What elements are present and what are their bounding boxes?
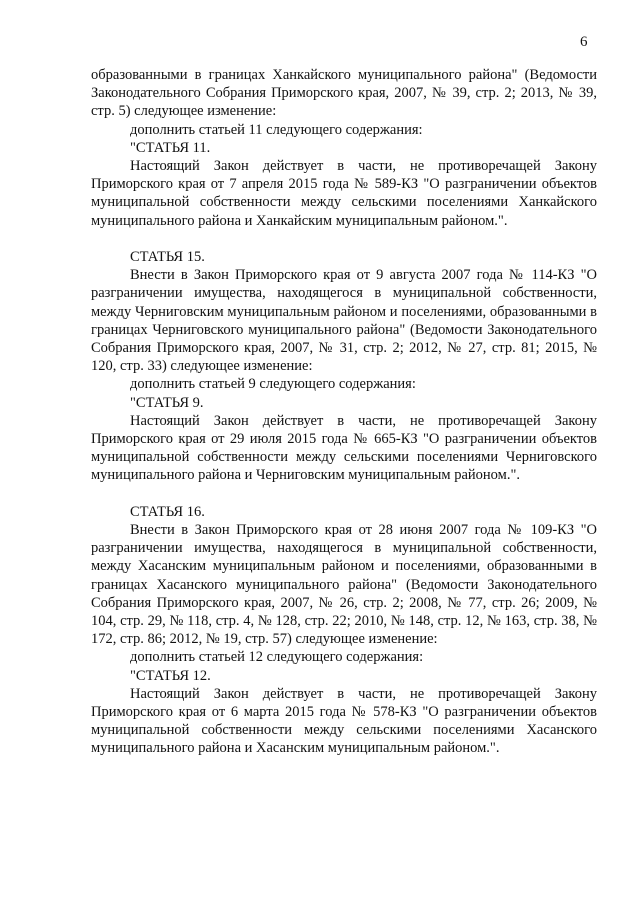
article-heading: СТАТЬЯ 15. (130, 249, 205, 266)
paragraph-amendment-instruction: дополнить статьей 11 следующего содержания: (130, 121, 423, 138)
page-number: 6 (580, 34, 588, 50)
article-text: Настоящий Закон действует в части, не противоречащей Закону Приморского края от 7 апреля 2015 года № 589-КЗ "О разграничении объектов муниципальной собственности между сельскими поселениями Ханкайского муниципального района и Ханкайским муниципальным районом.". (91, 158, 597, 229)
article-heading: СТАТЬЯ 16. (130, 503, 205, 520)
document-body (91, 66, 597, 758)
article-text: Внести в Закон Приморского края от 28 июня 2007 года № 109-КЗ "О разграничении имущества, находящегося в муниципальной собственности, между Хасанским муниципальным районом и поселениями, образованными в границах Хасанского муниципального района" (Ведомости Законодательного Собрания Приморского края, 2007, № 26, стр. 2; 2008, № 77, стр. 26; 2009, № 104, стр. 29, № 118, стр. 4, № 128, стр. 22; 2010, № 148, стр. 12, № 163, стр. 38, № 172, стр. 86; 2012, № 19, стр. 57) следующее изменение: (91, 522, 597, 648)
article-heading: "СТАТЬЯ 11. (130, 139, 211, 156)
paragraph-amendment-instruction: дополнить статьей 9 следующего содержания: (130, 376, 416, 393)
article-text: Внести в Закон Приморского края от 9 августа 2007 года № 114-КЗ "О разграничении имущества, находящегося в муниципальной собственности, между Черниговским муниципальным районом и поселениями, образованными в границах Черниговского муниципального района" (Ведомости Законодательного Собрания Приморского края, 2007, № 31, стр. 2; 2012, № 27, стр. 81; 2015, № 120, стр. 33) следующее изменение: (91, 267, 597, 375)
paragraph-continuation: образованными в границах Ханкайского муниципального района" (Ведомости Законодательного Собрания Приморского края, 2007, № 39, стр. 2; 2013, № 39, стр. 5) следующее изменение: (91, 67, 597, 120)
article-text: Настоящий Закон действует в части, не противоречащей Закону Приморского края от 6 марта 2015 года № 578-КЗ "О разграничении объектов муниципальной собственности между сельскими поселениями Хасанского муниципального района и Хасанским муниципальным районом.". (91, 685, 597, 757)
article-heading: "СТАТЬЯ 9. (130, 394, 204, 411)
paragraph-gap (91, 230, 597, 248)
article-heading: "СТАТЬЯ 12. (130, 667, 211, 684)
article-text: Настоящий Закон действует в части, не противоречащей Закону Приморского края от 29 июля 2015 года № 665-КЗ "О разграничении объектов муниципальной собственности между сельскими поселениями Черниговского муниципального района и Черниговским муниципальным районом.". (91, 412, 597, 484)
paragraph-gap (91, 485, 597, 503)
paragraph-amendment-instruction: дополнить статьей 12 следующего содержания: (130, 649, 424, 666)
